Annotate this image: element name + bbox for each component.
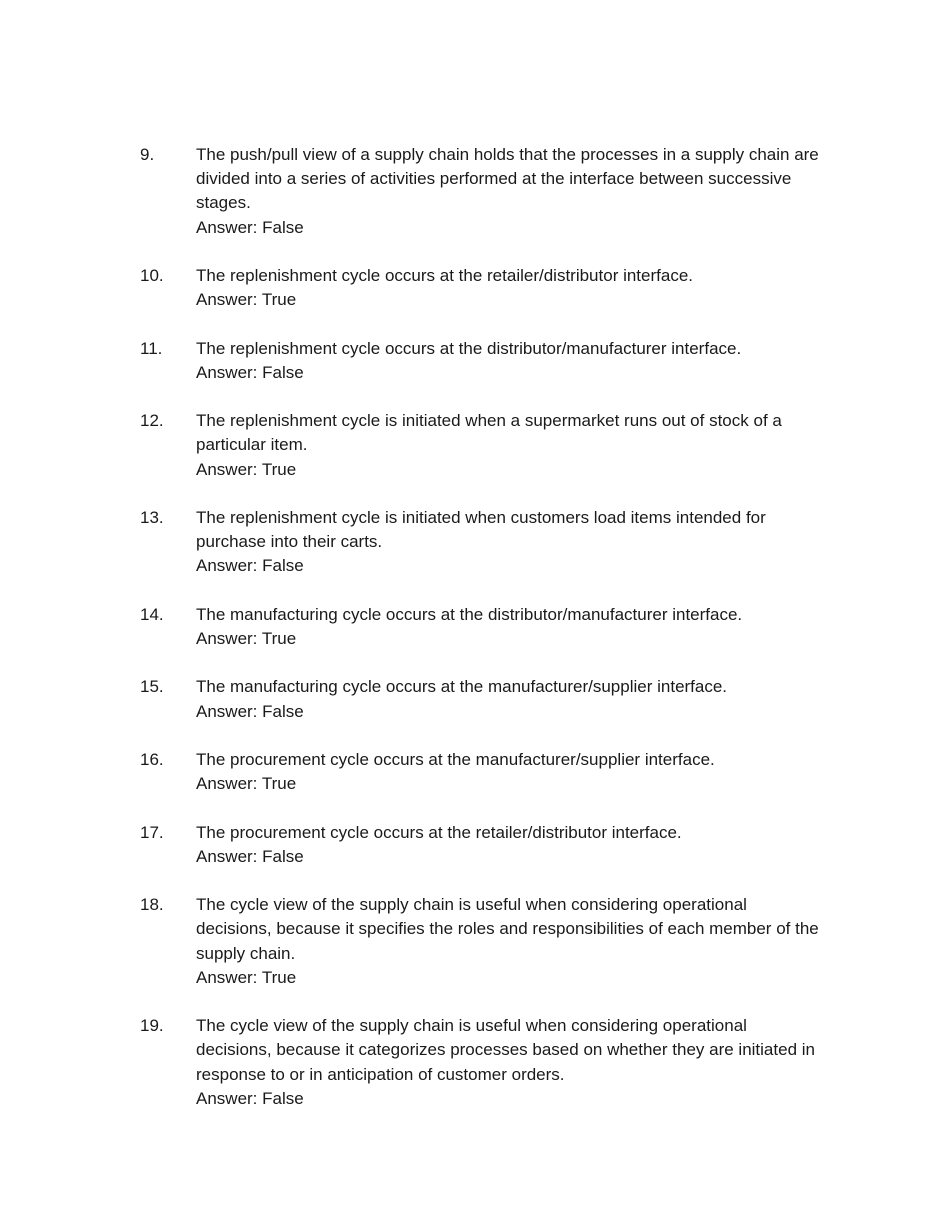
question-number: 15.	[140, 677, 164, 697]
question-text: The replenishment cycle occurs at the distributor/manufacturer interface.	[196, 338, 742, 358]
answer-text: Answer: True	[196, 628, 297, 648]
question-number: 9.	[140, 145, 155, 164]
question-number: 13.	[140, 507, 164, 527]
answer-text: Answer: False	[196, 701, 304, 721]
question-body	[196, 675, 820, 723]
question-text: The cycle view of the supply chain is useful when considering operational decisions, because it specifies the roles and responsibilities of each member of the supply chain.	[196, 895, 819, 963]
question-text: The replenishment cycle occurs at the retailer/distributor interface.	[196, 266, 694, 285]
answer-text: Answer: True	[196, 967, 297, 987]
question-body	[196, 821, 820, 869]
question-body	[196, 748, 820, 796]
question-number: 18.	[140, 895, 164, 915]
question-number: 11.	[140, 338, 163, 358]
question-item	[140, 748, 820, 796]
question-body	[196, 143, 820, 240]
question-item	[140, 337, 820, 385]
answer-text: Answer: False	[196, 1088, 304, 1108]
question-body	[196, 1014, 820, 1111]
question-item	[140, 264, 820, 312]
question-text: The manufacturing cycle occurs at the manufacturer/supplier interface.	[196, 677, 728, 697]
question-body	[196, 506, 820, 579]
question-number: 19.	[140, 1016, 164, 1036]
question-list	[140, 143, 820, 1135]
answer-text: Answer: True	[196, 290, 297, 310]
question-text: The procurement cycle occurs at the retailer/distributor interface.	[196, 822, 682, 842]
answer-text: Answer: True	[196, 774, 297, 794]
question-item	[140, 506, 820, 579]
question-item	[140, 893, 820, 990]
answer-text: Answer: False	[196, 217, 304, 237]
answer-text: Answer: False	[196, 556, 304, 576]
question-text: The manufacturing cycle occurs at the distributor/manufacturer interface.	[196, 604, 743, 624]
question-number: 17.	[140, 822, 164, 842]
question-item	[140, 1014, 820, 1111]
question-body	[196, 603, 820, 651]
question-body	[196, 264, 820, 312]
question-item	[140, 821, 820, 869]
question-item	[140, 409, 820, 482]
question-body	[196, 337, 820, 385]
answer-text: Answer: True	[196, 459, 297, 479]
question-text: The replenishment cycle is initiated when a supermarket runs out of stock of a particular item.	[196, 411, 782, 455]
question-text: The push/pull view of a supply chain holds that the processes in a supply chain are divided into a series of activities performed at the interface between successive stages.	[196, 145, 819, 213]
question-body	[196, 893, 820, 990]
question-number: 12.	[140, 411, 164, 431]
answer-text: Answer: False	[196, 362, 304, 382]
answer-text: Answer: False	[196, 846, 304, 866]
question-text: The replenishment cycle is initiated when customers load items intended for purchase into their carts.	[196, 507, 766, 552]
question-number: 10.	[140, 266, 164, 285]
question-text: The cycle view of the supply chain is useful when considering operational decisions, because it categorizes processes based on whether they are initiated in response to or in anticipation of customer orders.	[196, 1016, 815, 1084]
question-text: The procurement cycle occurs at the manufacturer/supplier interface.	[196, 749, 715, 769]
question-number: 14.	[140, 604, 164, 624]
question-item	[140, 675, 820, 723]
question-item	[140, 603, 820, 651]
question-body	[196, 409, 820, 482]
question-number: 16.	[140, 749, 164, 769]
question-item	[140, 143, 820, 240]
